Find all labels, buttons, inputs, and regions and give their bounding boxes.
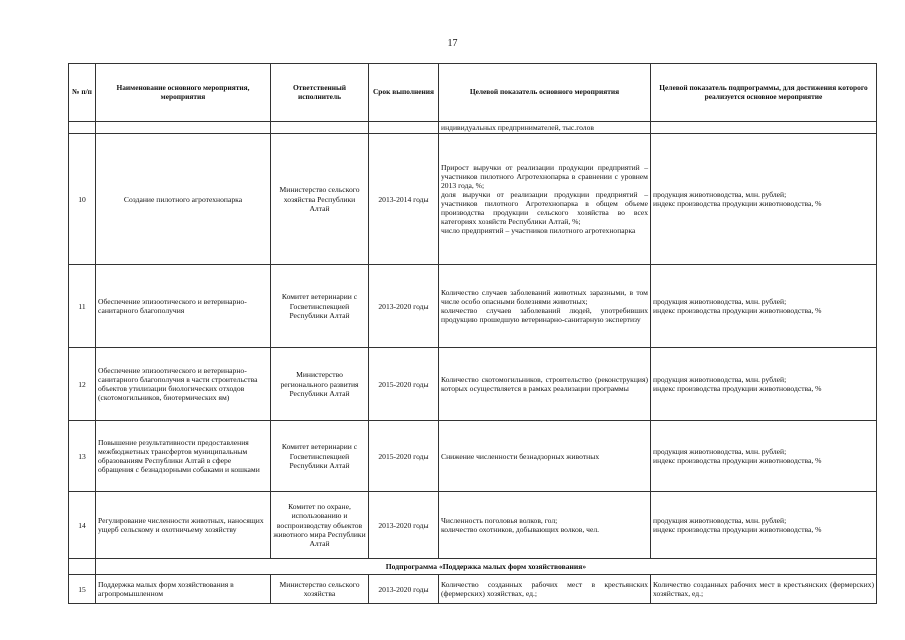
target-line: доля выручки от реализации продукции предприятий – участников пилотного Агротехнопарка в общем объеме производства продукции сельского хозяйства во всех категориях хозяйств Республики Алтай, %; [441, 190, 648, 227]
row-responsible: Комитет ветеринарии с Госветинспекцией Республики Алтай [271, 265, 369, 348]
subprogram-row [69, 559, 877, 575]
target-line: количество случаев заболеваний людей, употребивших продукцию прошедшую ветеринарно-санитарную экспертизу [441, 306, 648, 325]
row-term: 2013-2020 годы [369, 575, 439, 604]
header-term: Срок выполнения [369, 64, 439, 122]
row-target: Количество созданных рабочих мест в крестьянских (фермерских) хозяйствах, ед.; [439, 575, 651, 604]
row-responsible: Министерство сельского хозяйства [271, 575, 369, 604]
table-row [69, 134, 877, 265]
target-line: Количество скотомогильников, строительство (реконструкция) которых осуществляется в рамках реализации программы [441, 375, 648, 394]
row-target-sub: Количество созданных рабочих мест в крестьянских (фермерских) хозяйствах, ед.; [651, 575, 877, 604]
row-target [439, 492, 651, 559]
row-name: Повышение результативности предоставления межбюджетных трансфертов муниципальным образованиям Республики Алтай в сфере обращения с безнадзорными собаками и кошками [96, 421, 271, 492]
row-num: 13 [69, 421, 96, 492]
table-row [69, 492, 877, 559]
row-name: Обеспечение эпизоотического и ветеринарно-санитарного благополучия [96, 265, 271, 348]
target-line: Количество случаев заболеваний животных заразными, в том числе особо опасными болезнями животных; [441, 287, 648, 306]
table-row [69, 421, 877, 492]
row-target-sub [651, 265, 877, 348]
target-sub-line: продукция животноводства, млн. рублей; [653, 297, 787, 306]
row-num: 10 [69, 134, 96, 265]
header-target-sub: Целевой показатель подпрограммы, для достижения которого реализуется основное мероприятие [651, 64, 877, 122]
header-num: № п/п [69, 64, 96, 122]
target-sub-line: продукция животноводства, млн. рублей; [653, 190, 787, 199]
target-sub-line: индекс производства продукции животноводства, % [653, 525, 822, 535]
row-num: 11 [69, 265, 96, 348]
row-name: Создание пилотного агротехнопарка [96, 134, 271, 265]
header-responsible: Ответственный исполнитель [271, 64, 369, 122]
row-num: 15 [69, 575, 96, 604]
row-term: 2015-2020 годы [369, 421, 439, 492]
activities-table [68, 63, 877, 604]
target-sub-line: продукция животноводства, млн. рублей; [653, 375, 787, 384]
row-responsible: Министерство регионального развития Республики Алтай [271, 348, 369, 421]
header-row [69, 64, 877, 122]
row-target-sub [651, 134, 877, 265]
continuation-row [69, 122, 877, 134]
row-term: 2015-2020 годы [369, 348, 439, 421]
target-sub-line: индекс производства продукции животноводства, % [653, 199, 822, 209]
table-row [69, 575, 877, 604]
row-num: 14 [69, 492, 96, 559]
target-line: Численность поголовья волков, гол; [441, 516, 558, 525]
continuation-text: индивидуальных предпринимателей, тыс.голов [439, 122, 651, 134]
row-responsible: Комитет по охране, использованию и воспроизводству объектов животного мира Республики Алтай [271, 492, 369, 559]
table-row [69, 265, 877, 348]
row-target [439, 421, 651, 492]
target-sub-line: индекс производства продукции животноводства, % [653, 456, 822, 466]
target-line: Прирост выручки от реализации продукции предприятий – участников пилотного Агротехнопарка в сравнении с уровнем 2013 года, %; [441, 162, 648, 190]
row-target-sub [651, 492, 877, 559]
header-target: Целевой показатель основного мероприятия [439, 64, 651, 122]
row-term: 2013-2020 годы [369, 265, 439, 348]
target-line: число предприятий – участников пилотного агротехнопарка [441, 226, 636, 236]
row-name: Регулирование численности животных, наносящих ущерб сельскому и охотничьему хозяйству [96, 492, 271, 559]
row-name: Обеспечение эпизоотического и ветеринарно-санитарного благополучия в части строительства объектов утилизации биологических отходов (скотомогильников, биотермических ям) [96, 348, 271, 421]
row-responsible: Комитет ветеринарии с Госветинспекцией Республики Алтай [271, 421, 369, 492]
table-row [69, 348, 877, 421]
target-sub-line: продукция животноводства, млн. рублей; [653, 447, 787, 456]
row-responsible: Министерство сельского хозяйства Республики Алтай [271, 134, 369, 265]
target-line: количество охотников, добывающих волков, чел. [441, 525, 600, 535]
target-sub-line: индекс производства продукции животноводства, % [653, 384, 822, 394]
row-target [439, 265, 651, 348]
row-name: Поддержка малых форм хозяйствования в агропромышленном [96, 575, 271, 604]
row-term: 2013-2014 годы [369, 134, 439, 265]
row-term: 2013-2020 годы [369, 492, 439, 559]
row-target-sub [651, 348, 877, 421]
target-sub-line: индекс производства продукции животноводства, % [653, 306, 822, 316]
target-sub-line: продукция животноводства, млн. рублей; [653, 516, 787, 525]
row-target [439, 134, 651, 265]
row-target-sub [651, 421, 877, 492]
row-target [439, 348, 651, 421]
page-number: 17 [447, 38, 458, 49]
header-name: Наименование основного мероприятия, мероприятия [96, 64, 271, 122]
subprogram-title: Подпрограмма «Поддержка малых форм хозяйствования» [96, 559, 877, 575]
target-line: Снижение численности безнадзорных животных [441, 451, 600, 461]
row-num: 12 [69, 348, 96, 421]
